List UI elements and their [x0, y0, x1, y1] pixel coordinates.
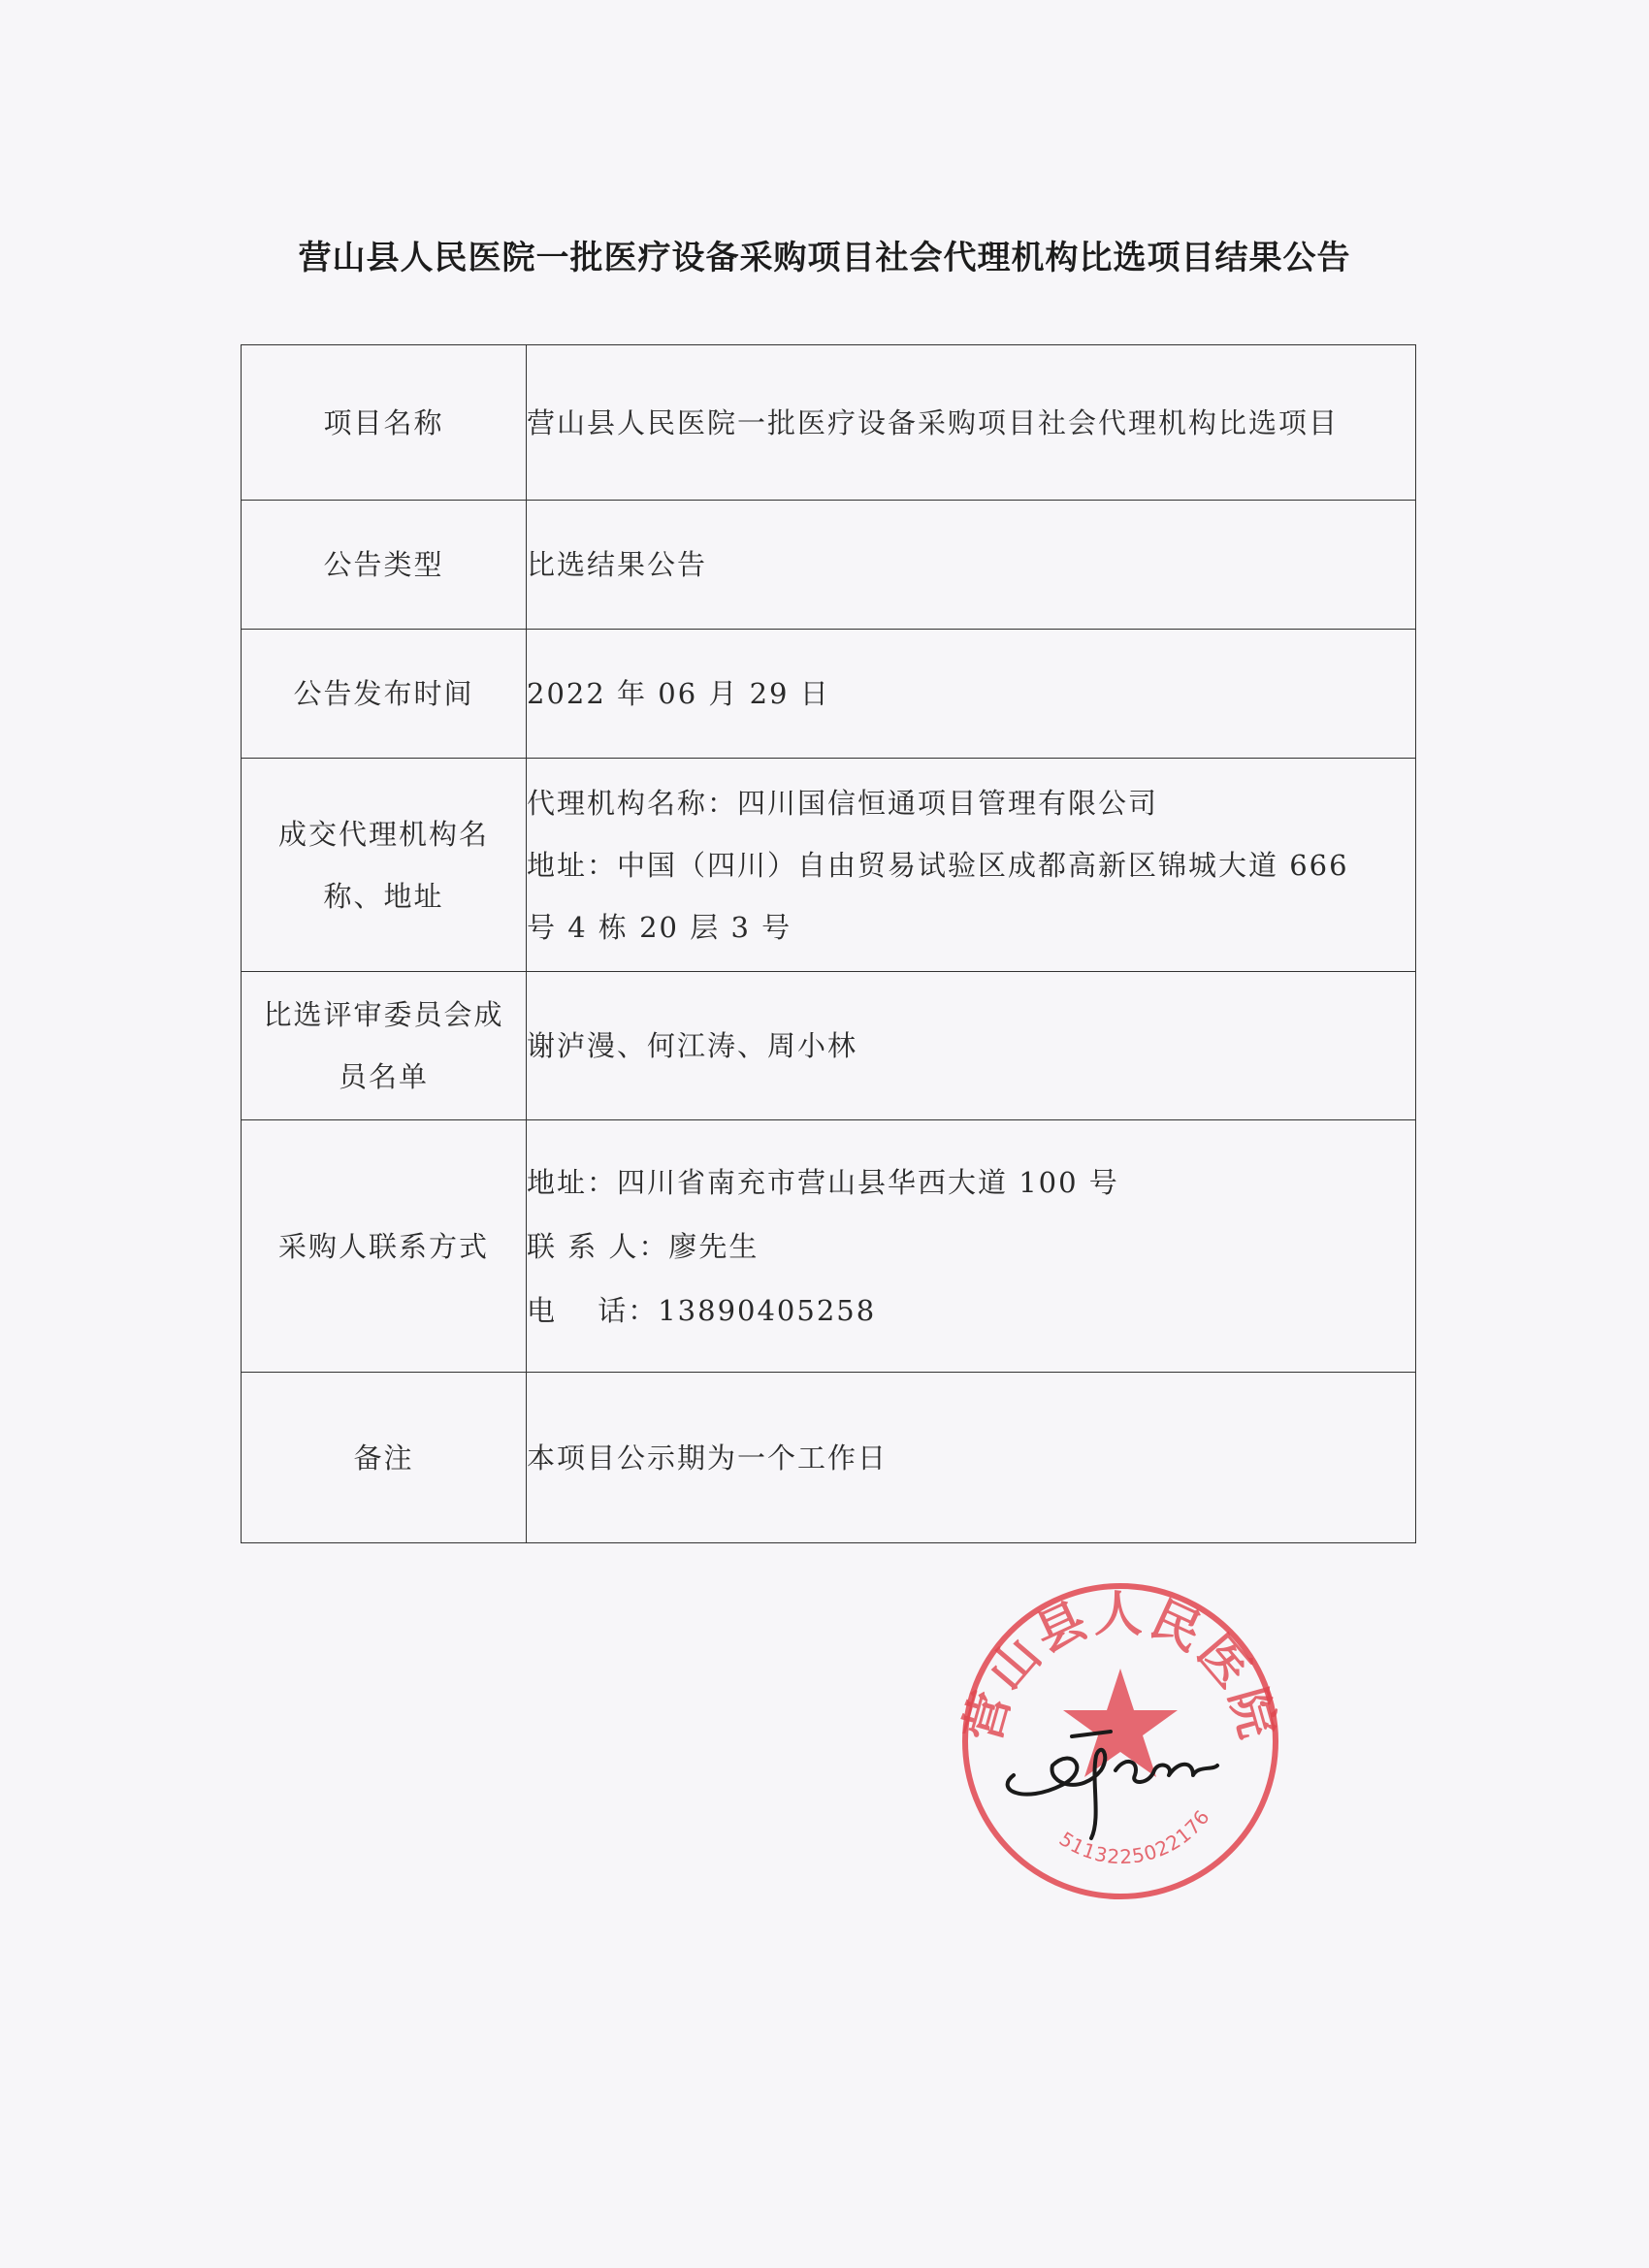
value-line: 2022 年 06 月 29 日	[527, 677, 830, 710]
table-row	[242, 1373, 1416, 1543]
table-row	[242, 759, 1416, 972]
row-value	[527, 345, 1416, 501]
value-line: 代理机构名称：四川国信恒通项目管理有限公司	[527, 786, 1159, 820]
row-label: 采购人联系方式	[242, 1120, 527, 1373]
row-label: 备注	[242, 1373, 527, 1543]
table-row	[242, 345, 1416, 501]
seal-number: 5113225022176	[1054, 1804, 1215, 1869]
value-line: 比选结果公告	[527, 548, 708, 581]
official-seal	[955, 1576, 1285, 1906]
row-value	[527, 501, 1416, 630]
page-title: 营山县人民医院一批医疗设备采购项目社会代理机构比选项目结果公告	[298, 239, 1351, 277]
row-label: 成交代理机构名称、地址	[242, 759, 527, 972]
seal-star-icon	[1063, 1669, 1178, 1777]
row-value	[527, 630, 1416, 759]
row-label: 公告发布时间	[242, 630, 527, 759]
row-label: 公告类型	[242, 501, 527, 630]
row-label: 项目名称	[242, 345, 527, 501]
value-line: 联 系 人：廖先生	[527, 1229, 760, 1263]
row-label: 比选评审委员会成员名单	[242, 972, 527, 1120]
table-row	[242, 972, 1416, 1120]
row-value	[527, 759, 1416, 972]
table-row	[242, 630, 1416, 759]
row-value	[527, 1120, 1416, 1373]
value-line: 号 4 栋 20 层 3 号	[527, 910, 792, 944]
value-line: 本项目公示期为一个工作日	[527, 1441, 889, 1474]
value-line: 地址：四川省南充市营山县华西大道 100 号	[527, 1165, 1119, 1199]
table-row	[242, 501, 1416, 630]
table-row	[242, 1120, 1416, 1373]
value-line: 营山县人民医院一批医疗设备采购项目社会代理机构比选项目	[527, 405, 1340, 439]
seal-and-signature	[955, 1576, 1285, 1906]
value-line: 谢泸漫、何江涛、周小林	[527, 1029, 858, 1062]
row-value	[527, 972, 1416, 1120]
notice-table	[241, 344, 1416, 1543]
seal-text: 营山县人民医院	[955, 1586, 1285, 1748]
value-line: 电 话：13890405258	[527, 1293, 877, 1327]
value-line: 地址：中国（四川）自由贸易试验区成都高新区锦城大道 666	[527, 848, 1349, 882]
row-value	[527, 1373, 1416, 1543]
